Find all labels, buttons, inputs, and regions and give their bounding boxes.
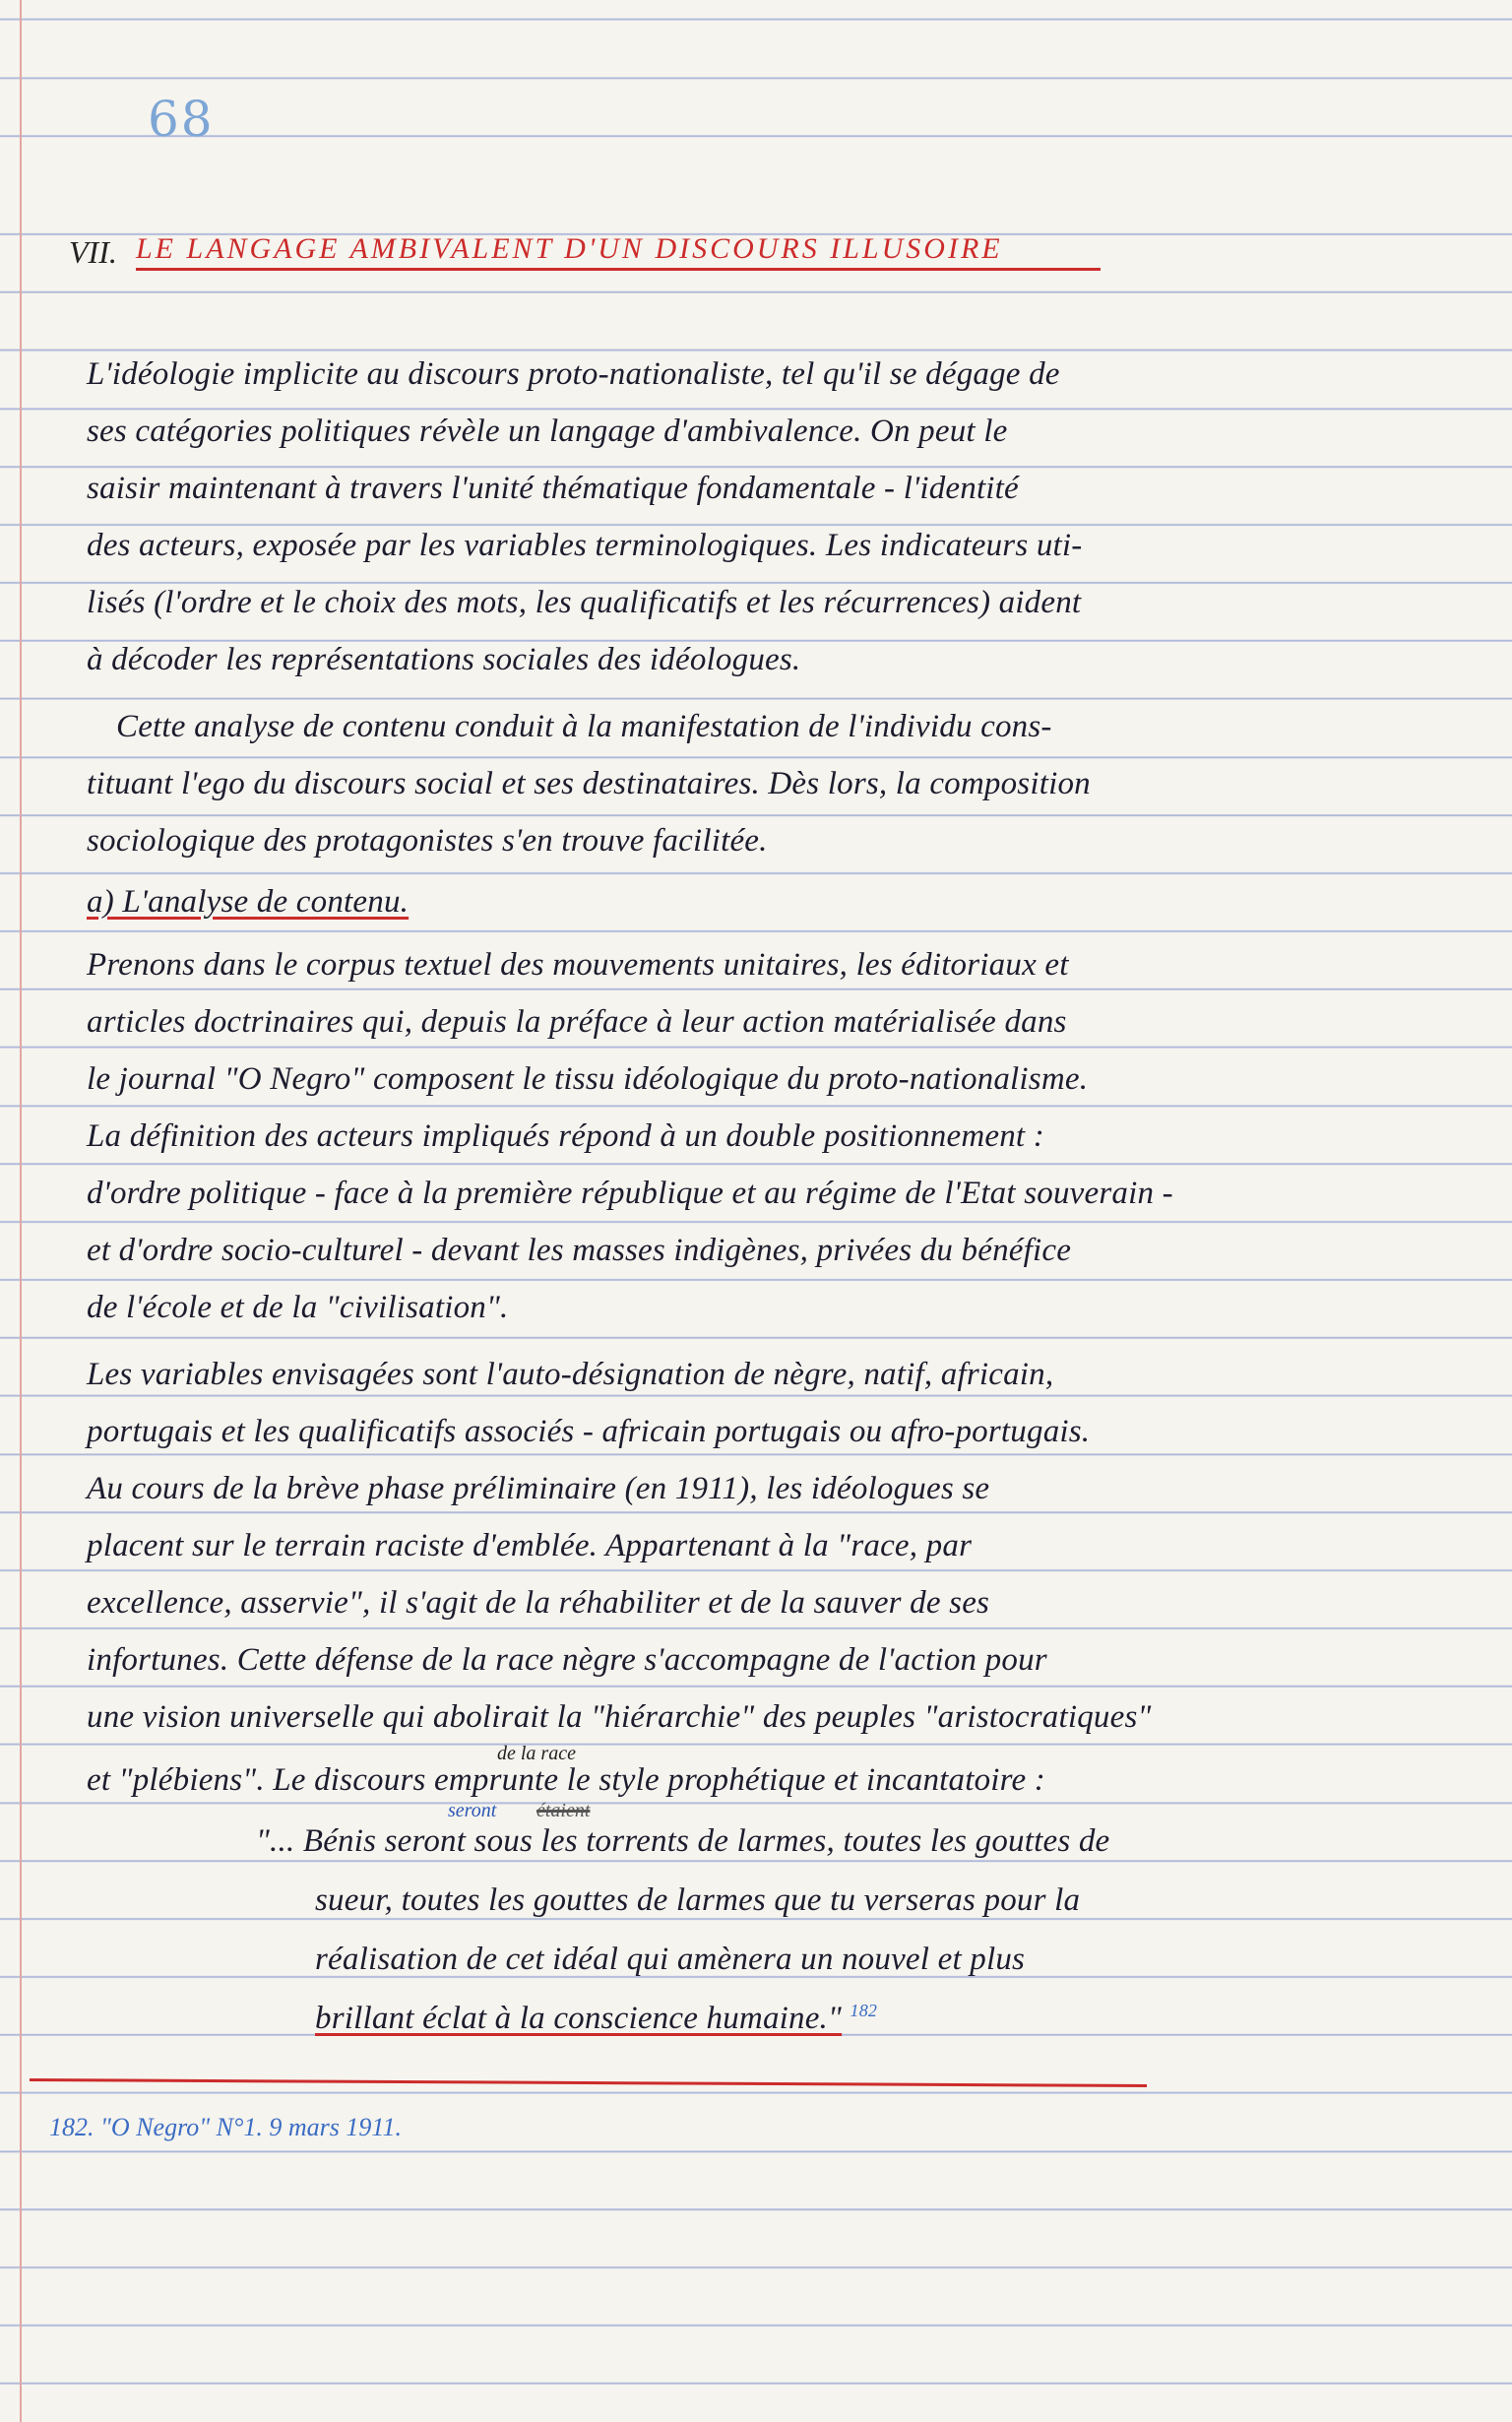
page-number: 68 bbox=[148, 91, 215, 148]
end-rule bbox=[30, 2078, 1147, 2087]
text-line: des acteurs, exposée par les variables terminologiques. Les indicateurs uti- bbox=[87, 528, 1083, 563]
footnote-reference: 182 bbox=[850, 2001, 878, 2020]
text-line: ses catégories politiques révèle un langage d'ambivalence. On peut le bbox=[87, 414, 1008, 449]
text-line: portugais et les qualificatifs associés - africain portugais ou afro-portugais. bbox=[87, 1414, 1091, 1449]
text-line: L'idéologie implicite au discours proto-nationaliste, tel qu'il se dégage de bbox=[87, 356, 1060, 392]
text-line: saisir maintenant à travers l'unité thématique fondamentale - l'identité bbox=[87, 471, 1019, 506]
text-line: tituant l'ego du discours social et ses destinataires. Dès lors, la composition bbox=[87, 766, 1091, 801]
text-line: La définition des acteurs impliqués répond à un double positionnement : bbox=[87, 1118, 1044, 1154]
quote-last-text: brillant éclat à la conscience humaine." bbox=[315, 2001, 843, 2036]
subheading-text: a) L'analyse de contenu. bbox=[87, 884, 410, 920]
text-line: placent sur le terrain raciste d'emblée. Appartenant à la "race, par bbox=[87, 1528, 973, 1563]
text-line: infortunes. Cette défense de la race nègre s'accompagne de l'action pour bbox=[87, 1642, 1047, 1678]
text-line: une vision universelle qui abolirait la "hiérarchie" des peuples "aristocratiques" bbox=[87, 1699, 1152, 1735]
section-title: LE LANGAGE AMBIVALENT D'UN DISCOURS ILLUSOIRE bbox=[136, 232, 1101, 271]
text-line: et "plébiens". Le discours emprunte le style prophétique et incantatoire : bbox=[87, 1762, 1045, 1798]
subheading-content-analysis bbox=[87, 884, 1465, 921]
text-line: sociologique des protagonistes s'en trouve facilitée. bbox=[87, 823, 768, 859]
text-line: Les variables envisagées sont l'auto-désignation de nègre, natif, africain, bbox=[87, 1357, 1054, 1392]
insertion-de-la-race: de la race bbox=[497, 1743, 576, 1764]
text-line: Prenons dans le corpus textuel des mouvements unitaires, les éditoriaux et bbox=[87, 947, 1069, 983]
text-line: Cette analyse de contenu conduit à la manifestation de l'individu cons- bbox=[116, 709, 1052, 744]
quote-line: réalisation de cet idéal qui amènera un nouvel et plus bbox=[315, 1942, 1026, 1977]
text-line: Au cours de la brève phase préliminaire (en 1911), les idéologues se bbox=[87, 1471, 990, 1506]
struck-word: étaient bbox=[536, 1800, 591, 1821]
quote-line: sueur, toutes les gouttes de larmes que tu verseras pour la bbox=[315, 1882, 1081, 1918]
text-line: le journal "O Negro" composent le tissu idéologique du proto-nationalisme. bbox=[87, 1061, 1089, 1097]
text-line: à décoder les représentations sociales des idéologues. bbox=[87, 642, 801, 677]
text-line: lisés (l'ordre et le choix des mots, les qualificatifs et les récurrences) aident bbox=[87, 585, 1082, 620]
quote-line bbox=[315, 2001, 1512, 2037]
text-line: articles doctrinaires qui, depuis la préface à leur action matérialisée dans bbox=[87, 1004, 1067, 1040]
text-line: excellence, asservie", il s'agit de la réhabiliter et de la sauver de ses bbox=[87, 1585, 990, 1621]
quote-line: "... Bénis seront sous les torrents de larmes, toutes les gouttes de bbox=[256, 1823, 1110, 1859]
text-line: d'ordre politique - face à la première république et au régime de l'Etat souverain - bbox=[87, 1176, 1173, 1211]
section-number: VII. bbox=[69, 234, 117, 270]
text-line: de l'école et de la "civilisation". bbox=[87, 1290, 509, 1325]
text-line: et d'ordre socio-culturel - devant les masses indigènes, privées du bénéfice bbox=[87, 1233, 1072, 1268]
margin-line-left bbox=[20, 0, 22, 2422]
footnote: 182. "O Negro" N°1. 9 mars 1911. bbox=[49, 2113, 402, 2141]
insertion-seront: seront bbox=[448, 1800, 497, 1821]
